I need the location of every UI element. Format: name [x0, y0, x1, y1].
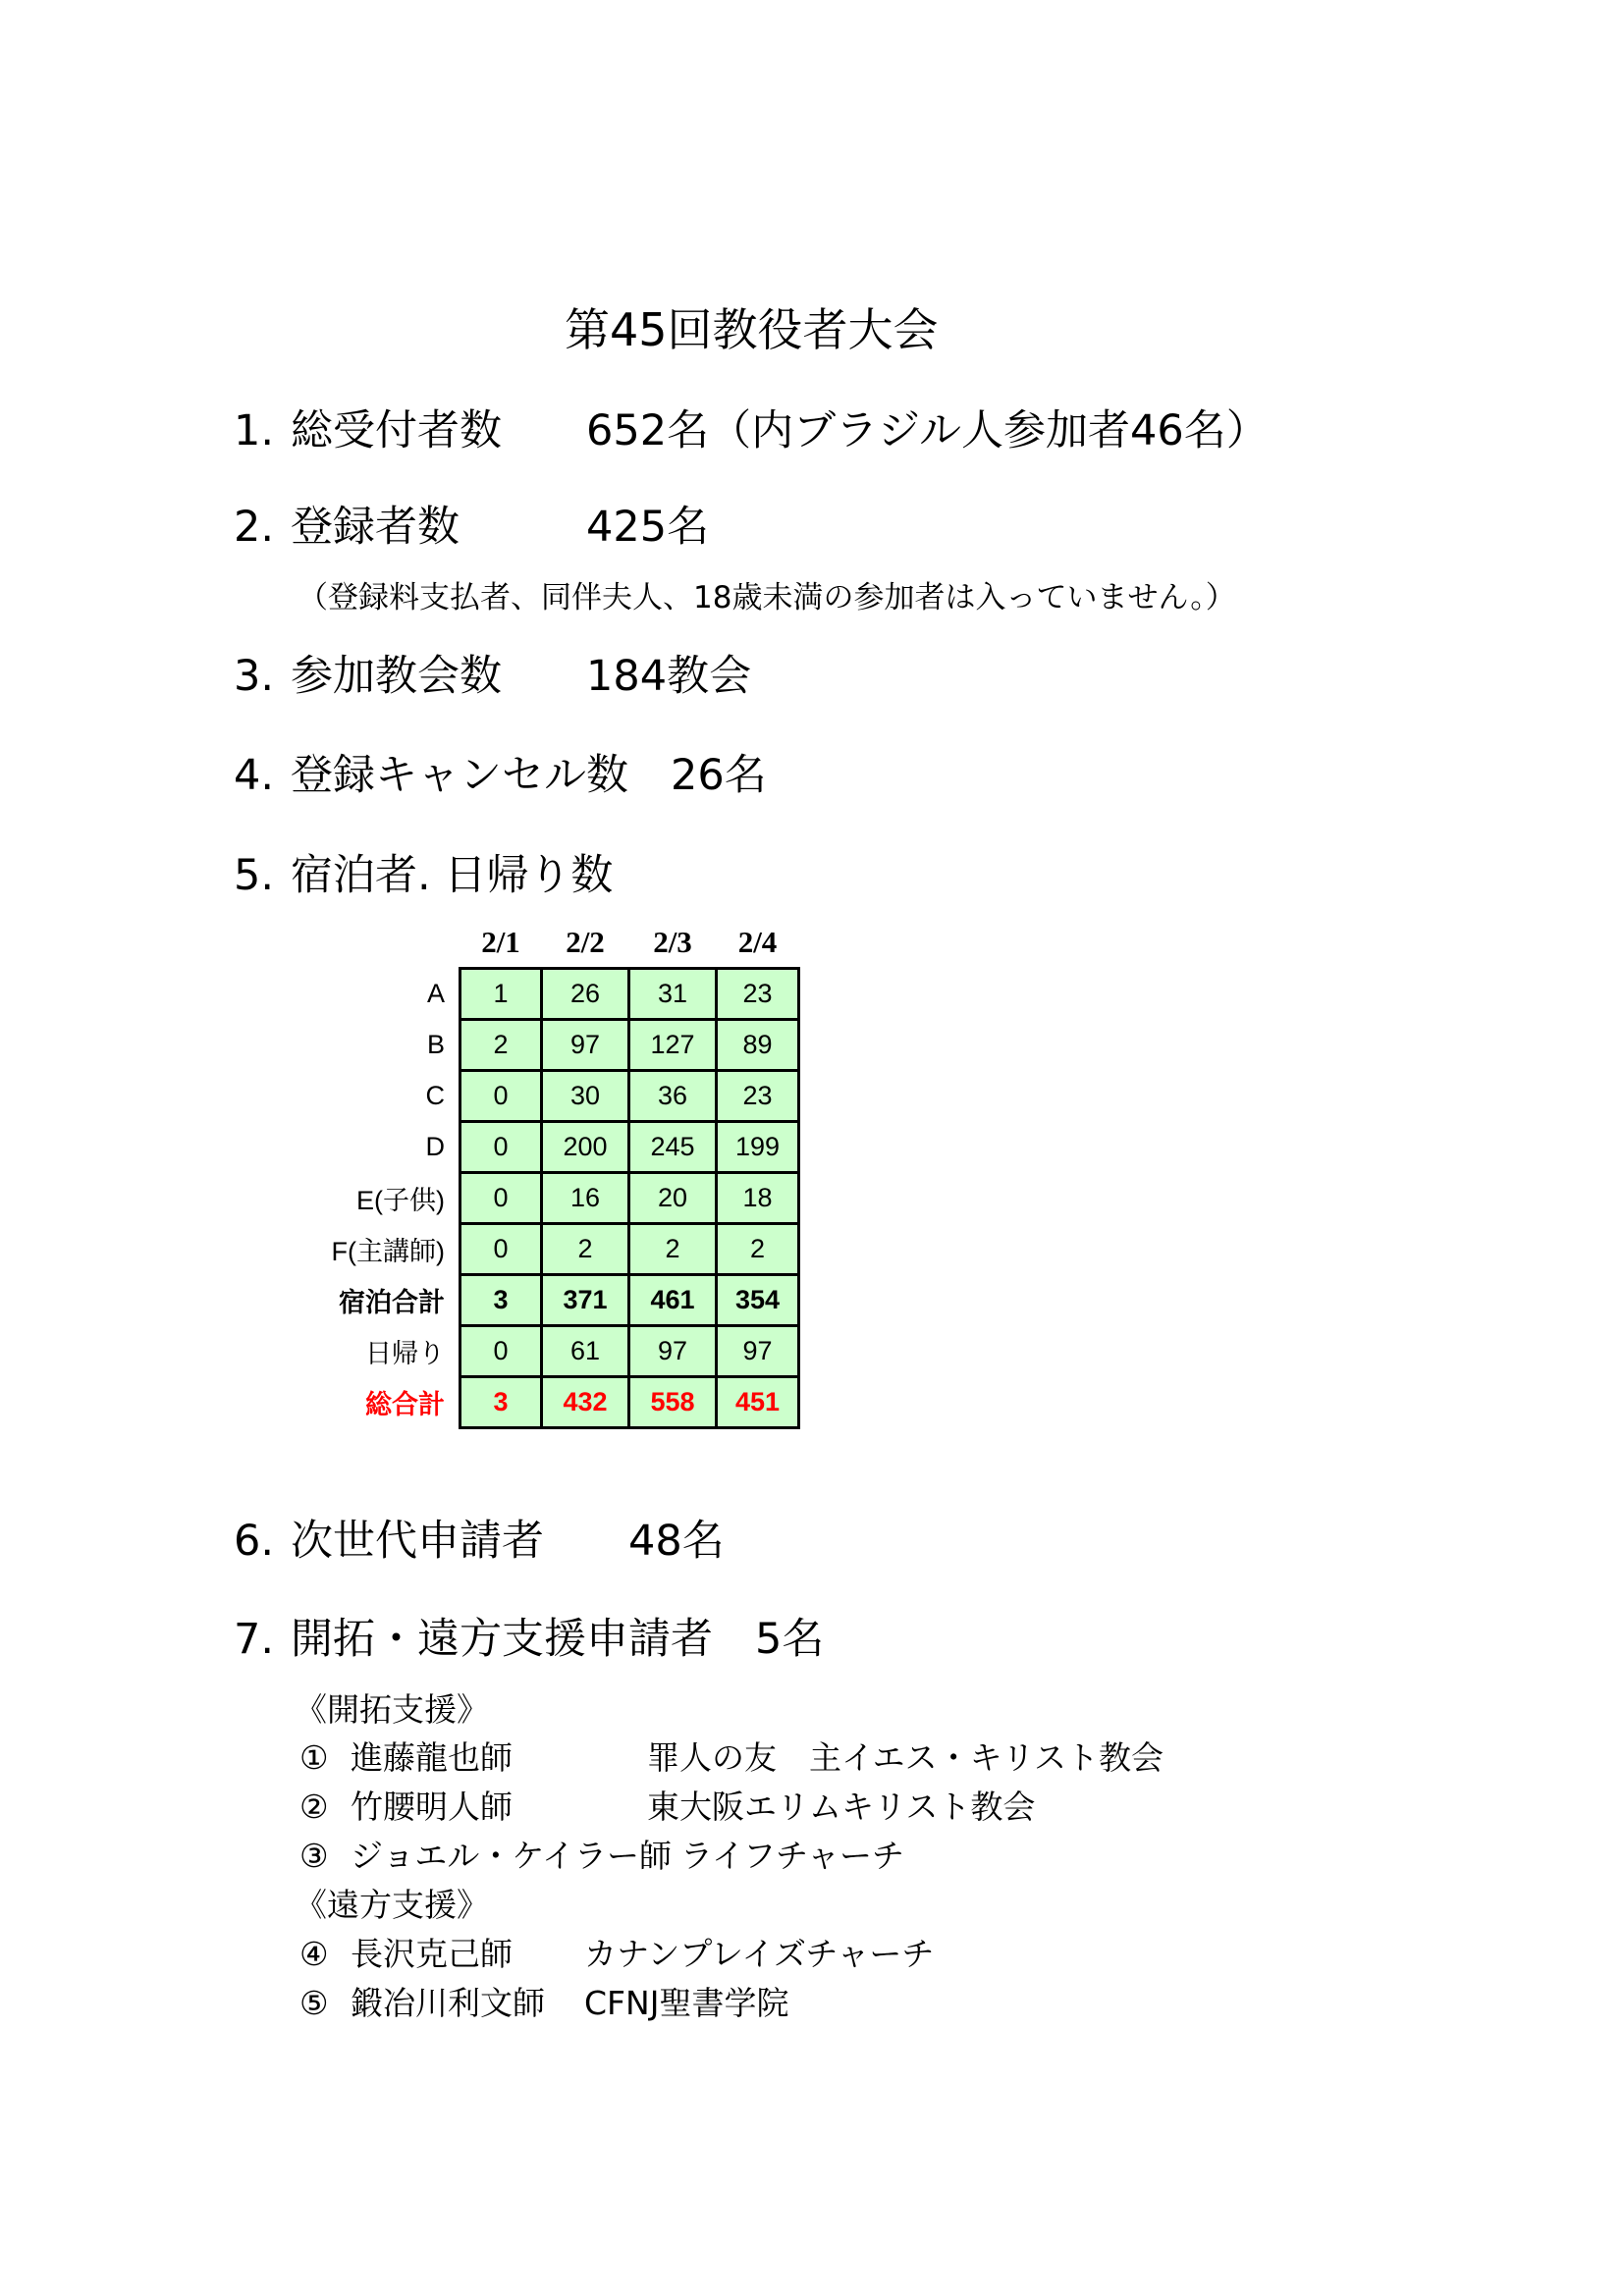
- table-cell: 97: [629, 1326, 717, 1377]
- table-row-lodging-total: [285, 1275, 799, 1326]
- table-cell: 0: [460, 1122, 542, 1173]
- table-cell: 18: [717, 1173, 799, 1224]
- entry-mark: ②: [299, 1788, 329, 1826]
- table-cell: 0: [460, 1173, 542, 1224]
- table-cell: 2: [460, 1020, 542, 1071]
- item-cancellations: 4. 登録キャンセル数 26名: [234, 751, 767, 800]
- table-cell: 3: [460, 1275, 542, 1326]
- table-cell: 2: [717, 1224, 799, 1275]
- table-cell: 20: [629, 1173, 717, 1224]
- support-heading-remote: 《遠方支援》: [295, 1886, 489, 1924]
- entry-mark: ①: [299, 1738, 329, 1777]
- table-cell: 1: [460, 969, 542, 1020]
- entry-name: 長沢克己師: [351, 1935, 513, 1973]
- support-heading-pioneer: 《開拓支援》: [295, 1690, 489, 1729]
- table-row: [285, 1020, 799, 1071]
- table-row: [285, 969, 799, 1020]
- table-cell: 432: [542, 1377, 629, 1428]
- table-cell: 199: [717, 1122, 799, 1173]
- item-churches: 3. 参加教会数 184教会: [234, 652, 752, 701]
- table-row: [285, 1122, 799, 1173]
- table-cell: 461: [629, 1275, 717, 1326]
- col-header-2-2: 2/2: [566, 925, 605, 959]
- table-cell: 89: [717, 1020, 799, 1071]
- support-entry: [299, 1733, 1164, 1779]
- support-entry: [299, 1929, 934, 1975]
- table-cell: 26: [542, 969, 629, 1020]
- entry-name: 鍛冶川利文師: [351, 1984, 545, 2022]
- row-label: 総合計: [365, 1390, 445, 1419]
- table-cell: 3: [460, 1377, 542, 1428]
- table-row: [285, 1173, 799, 1224]
- item-lodging: 5. 宿泊者. 日帰り数: [234, 851, 614, 900]
- table-cell: 0: [460, 1224, 542, 1275]
- entry-church: CFNJ聖書学院: [584, 1984, 789, 2022]
- table-cell: 0: [460, 1326, 542, 1377]
- row-label: E(子供): [356, 1186, 445, 1215]
- table-cell: 23: [717, 1071, 799, 1122]
- row-label: F(主講師): [331, 1237, 445, 1266]
- table-cell: 16: [542, 1173, 629, 1224]
- col-header-2-4: 2/4: [737, 925, 778, 959]
- item-next-generation: 6. 次世代申請者 48名: [234, 1517, 725, 1566]
- entry-church: カナンプレイズチャーチ: [584, 1935, 935, 1973]
- lodging-table-wrapper: [285, 918, 800, 1429]
- col-header-2-3: 2/3: [653, 925, 692, 959]
- table-row-grand-total: [285, 1377, 799, 1428]
- table-cell: 61: [542, 1326, 629, 1377]
- row-label: 日帰り: [365, 1339, 445, 1368]
- table-cell: 23: [717, 969, 799, 1020]
- item-registrants: 2. 登録者数 425名: [234, 503, 710, 552]
- entry-name: 進藤龍也師: [351, 1738, 513, 1777]
- registration-note: （登録料支払者、同伴夫人、18歳未満の参加者は入っていません。）: [298, 580, 1236, 615]
- item-support-applicants: 7. 開拓・遠方支援申請者 5名: [234, 1615, 825, 1664]
- entry-church: 東大阪エリムキリスト教会: [647, 1788, 1036, 1826]
- entry-mark: ③: [299, 1837, 329, 1875]
- entry-church: 罪人の友 主イエス・キリスト教会: [647, 1738, 1164, 1777]
- support-entry: [299, 1831, 904, 1877]
- table-cell: 371: [542, 1275, 629, 1326]
- row-label: D: [425, 1132, 445, 1161]
- entry-mark: ④: [299, 1935, 329, 1973]
- row-label: C: [425, 1081, 445, 1110]
- table-row: [285, 1224, 799, 1275]
- table-cell: 451: [717, 1377, 799, 1428]
- item-total-reception: 1. 総受付者数 652名（内ブラジル人参加者46名）: [234, 406, 1269, 455]
- entry-name: 竹腰明人師: [351, 1788, 513, 1826]
- table-cell: 127: [629, 1020, 717, 1071]
- table-cell: 97: [542, 1020, 629, 1071]
- entry-church: ライフチャーチ: [680, 1837, 905, 1875]
- support-entry: [299, 1782, 1035, 1828]
- lodging-table: [285, 918, 800, 1429]
- row-label: 宿泊合計: [339, 1288, 445, 1317]
- table-row: [285, 1071, 799, 1122]
- table-cell: 31: [629, 969, 717, 1020]
- table-cell: 200: [542, 1122, 629, 1173]
- table-cell: 2: [629, 1224, 717, 1275]
- table-cell: 36: [629, 1071, 717, 1122]
- table-row: [285, 1326, 799, 1377]
- table-header-row: [285, 918, 799, 969]
- page-title: 第45回教役者大会: [565, 303, 939, 356]
- row-label-header: [285, 918, 460, 969]
- table-cell: 0: [460, 1071, 542, 1122]
- table-cell: 2: [542, 1224, 629, 1275]
- table-cell: 354: [717, 1275, 799, 1326]
- row-label: A: [426, 979, 445, 1008]
- entry-mark: ⑤: [299, 1984, 329, 2022]
- support-entry: [299, 1978, 788, 2024]
- table-cell: 245: [629, 1122, 717, 1173]
- row-label: B: [426, 1030, 445, 1059]
- table-cell: 558: [629, 1377, 717, 1428]
- entry-name: ジョエル・ケイラー師: [351, 1837, 673, 1875]
- table-cell: 30: [542, 1071, 629, 1122]
- col-header-2-1: 2/1: [481, 925, 520, 959]
- table-cell: 97: [717, 1326, 799, 1377]
